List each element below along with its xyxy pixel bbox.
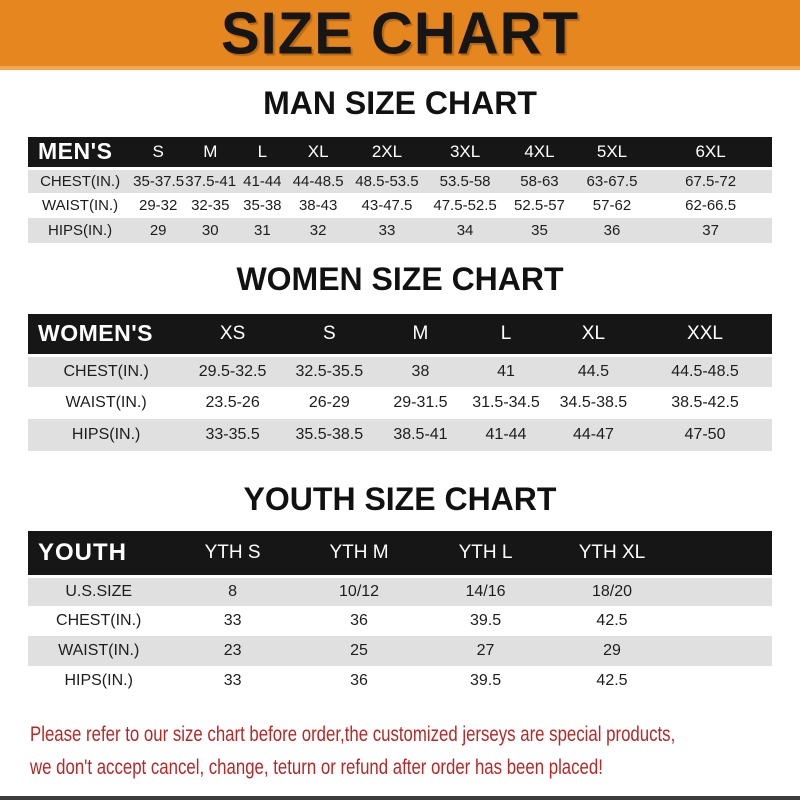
women-size-table bbox=[28, 314, 772, 451]
row-label: WAIST(IN.) bbox=[65, 394, 147, 411]
youth-table-title: YOUTH bbox=[38, 538, 127, 566]
size-cell: 57-62 bbox=[592, 197, 632, 214]
size-cell: 47-50 bbox=[684, 426, 726, 443]
size-cell: 29 bbox=[603, 642, 621, 659]
youth-column-header: YTH M bbox=[329, 541, 389, 563]
women-column-header: L bbox=[500, 322, 512, 344]
size-cell: 41 bbox=[463, 355, 549, 387]
size-cell: 36 bbox=[603, 222, 621, 239]
size-cell: 34 bbox=[456, 222, 474, 239]
youth-column-header: YTH S bbox=[204, 541, 261, 563]
size-cell: 26-29 bbox=[308, 394, 350, 411]
table-row bbox=[28, 636, 772, 666]
women-column-header: XXL bbox=[687, 322, 723, 344]
size-cell: 35-37.5 bbox=[132, 168, 184, 193]
women-section-heading: WOMEN SIZE CHART bbox=[236, 261, 564, 297]
men-column-header: 2XL bbox=[371, 141, 403, 161]
size-cell: 58-63 bbox=[504, 168, 575, 193]
row-label: HIPS(IN.) bbox=[71, 426, 141, 443]
youth-column-header: YTH L bbox=[458, 541, 513, 563]
size-cell: 27 bbox=[476, 642, 495, 659]
men-column-header: 6XL bbox=[695, 141, 726, 161]
men-column-header: M bbox=[203, 141, 218, 161]
size-cell: 67.5-72 bbox=[649, 168, 772, 193]
table-row bbox=[28, 168, 772, 193]
table-row bbox=[28, 606, 772, 636]
size-cell: 23 bbox=[223, 642, 242, 659]
youth-column-header: YTH XL bbox=[578, 541, 646, 563]
size-cell: 38.5-41 bbox=[393, 426, 448, 443]
size-cell: 44-48.5 bbox=[288, 168, 348, 193]
size-cell: 38.5-42.5 bbox=[671, 394, 739, 411]
size-cell: 53.5-58 bbox=[426, 168, 504, 193]
disclaimer bbox=[30, 718, 800, 784]
men-section-heading: MAN SIZE CHART bbox=[263, 85, 537, 121]
size-cell: 23.5-26 bbox=[205, 394, 260, 411]
size-cell: 35 bbox=[531, 222, 548, 239]
spacer-cell bbox=[675, 576, 772, 606]
table-row bbox=[28, 419, 772, 451]
size-cell: 32.5-35.5 bbox=[281, 355, 378, 387]
table-row bbox=[28, 355, 772, 387]
size-cell: 41-44 bbox=[485, 426, 527, 443]
size-cell: 43-47.5 bbox=[361, 197, 413, 214]
size-cell: 33 bbox=[378, 222, 396, 239]
women-column-header: S bbox=[322, 322, 336, 344]
men-table-title: MEN'S bbox=[38, 138, 113, 165]
row-label: WAIST(IN.) bbox=[58, 642, 140, 659]
women-column-header: M bbox=[412, 322, 429, 344]
women-column-header: XS bbox=[219, 322, 246, 344]
table-row bbox=[28, 387, 772, 419]
women-table-title: WOMEN'S bbox=[38, 320, 154, 347]
size-cell: 31 bbox=[254, 222, 271, 239]
size-cell: 62-66.5 bbox=[685, 197, 737, 214]
men-column-header: 5XL bbox=[596, 141, 628, 161]
size-cell: 30 bbox=[201, 222, 219, 239]
table-row bbox=[28, 576, 772, 606]
size-cell: 44.5-48.5 bbox=[638, 355, 772, 387]
size-cell: 35.5-38.5 bbox=[295, 426, 364, 443]
row-label: CHEST(IN.) bbox=[28, 168, 132, 193]
row-label: WAIST(IN.) bbox=[42, 197, 119, 214]
spacer-cell bbox=[675, 666, 772, 696]
men-column-header: 4XL bbox=[524, 141, 555, 161]
size-cell: 10/12 bbox=[296, 576, 422, 606]
size-cell: 36 bbox=[350, 672, 368, 689]
men-column-header: XL bbox=[307, 141, 329, 161]
size-cell: 14/16 bbox=[422, 576, 548, 606]
size-cell: 18/20 bbox=[549, 576, 675, 606]
size-cell: 42.5 bbox=[596, 672, 628, 689]
spacer-cell bbox=[675, 606, 772, 636]
size-cell: 36 bbox=[350, 612, 368, 629]
size-cell: 37.5-41 bbox=[184, 168, 236, 193]
row-label: CHEST(IN.) bbox=[56, 612, 142, 629]
table-row bbox=[28, 666, 772, 696]
size-cell: 29-32 bbox=[139, 197, 178, 214]
men-size-table bbox=[28, 137, 772, 243]
youth-section-heading: YOUTH SIZE CHART bbox=[243, 481, 557, 517]
row-label: HIPS(IN.) bbox=[64, 672, 133, 689]
size-cell: 31.5-34.5 bbox=[472, 394, 540, 411]
size-cell: 34.5-38.5 bbox=[559, 394, 628, 411]
size-cell: 42.5 bbox=[596, 612, 628, 629]
spacer-cell bbox=[675, 636, 772, 666]
size-cell: 44-47 bbox=[572, 426, 614, 443]
men-header-row bbox=[28, 137, 772, 168]
size-cell: 29.5-32.5 bbox=[184, 355, 281, 387]
size-cell: 33 bbox=[223, 612, 242, 629]
size-cell: 35-38 bbox=[243, 197, 282, 214]
size-cell: 33-35.5 bbox=[205, 426, 260, 443]
men-column-header: S bbox=[152, 141, 164, 161]
size-cell: 29 bbox=[149, 222, 167, 239]
size-cell: 37 bbox=[702, 222, 719, 239]
size-cell: 63-67.5 bbox=[575, 168, 649, 193]
size-cell: 44.5 bbox=[549, 355, 638, 387]
size-cell: 38-43 bbox=[298, 197, 338, 214]
table-row bbox=[28, 218, 772, 243]
size-cell: 39.5 bbox=[469, 612, 502, 629]
bottom-edge-strip bbox=[0, 796, 800, 800]
size-cell: 8 bbox=[169, 576, 295, 606]
table-row bbox=[28, 193, 772, 218]
men-column-header: L bbox=[257, 141, 268, 161]
size-cell: 33 bbox=[223, 672, 242, 689]
women-header-row bbox=[28, 314, 772, 355]
size-cell: 52.5-57 bbox=[514, 197, 565, 214]
row-label: CHEST(IN.) bbox=[28, 355, 184, 387]
banner-title: SIZE CHART bbox=[221, 0, 579, 67]
size-cell: 38 bbox=[378, 355, 464, 387]
youth-header-row bbox=[28, 531, 772, 576]
size-cell: 48.5-53.5 bbox=[348, 168, 426, 193]
size-cell: 32 bbox=[309, 222, 327, 239]
women-column-header: XL bbox=[581, 322, 606, 344]
size-cell: 25 bbox=[350, 642, 368, 659]
size-cell: 47.5-52.5 bbox=[433, 197, 497, 214]
size-cell: 39.5 bbox=[469, 672, 502, 689]
size-chart-banner bbox=[0, 0, 800, 70]
row-label: U.S.SIZE bbox=[28, 576, 169, 606]
disclaimer-line-1: Please refer to our size chart before order,the customized jerseys are special products, bbox=[30, 723, 676, 746]
size-cell: 41-44 bbox=[236, 168, 288, 193]
spacer-cell bbox=[675, 531, 772, 576]
size-cell: 32-35 bbox=[191, 197, 230, 214]
disclaimer-line-2: we don't accept cancel, change, teturn or refund after order has been placed! bbox=[30, 756, 603, 779]
size-cell: 29-31.5 bbox=[393, 394, 448, 411]
youth-size-table bbox=[28, 531, 772, 696]
men-column-header: 3XL bbox=[449, 141, 481, 161]
row-label: HIPS(IN.) bbox=[47, 222, 113, 239]
